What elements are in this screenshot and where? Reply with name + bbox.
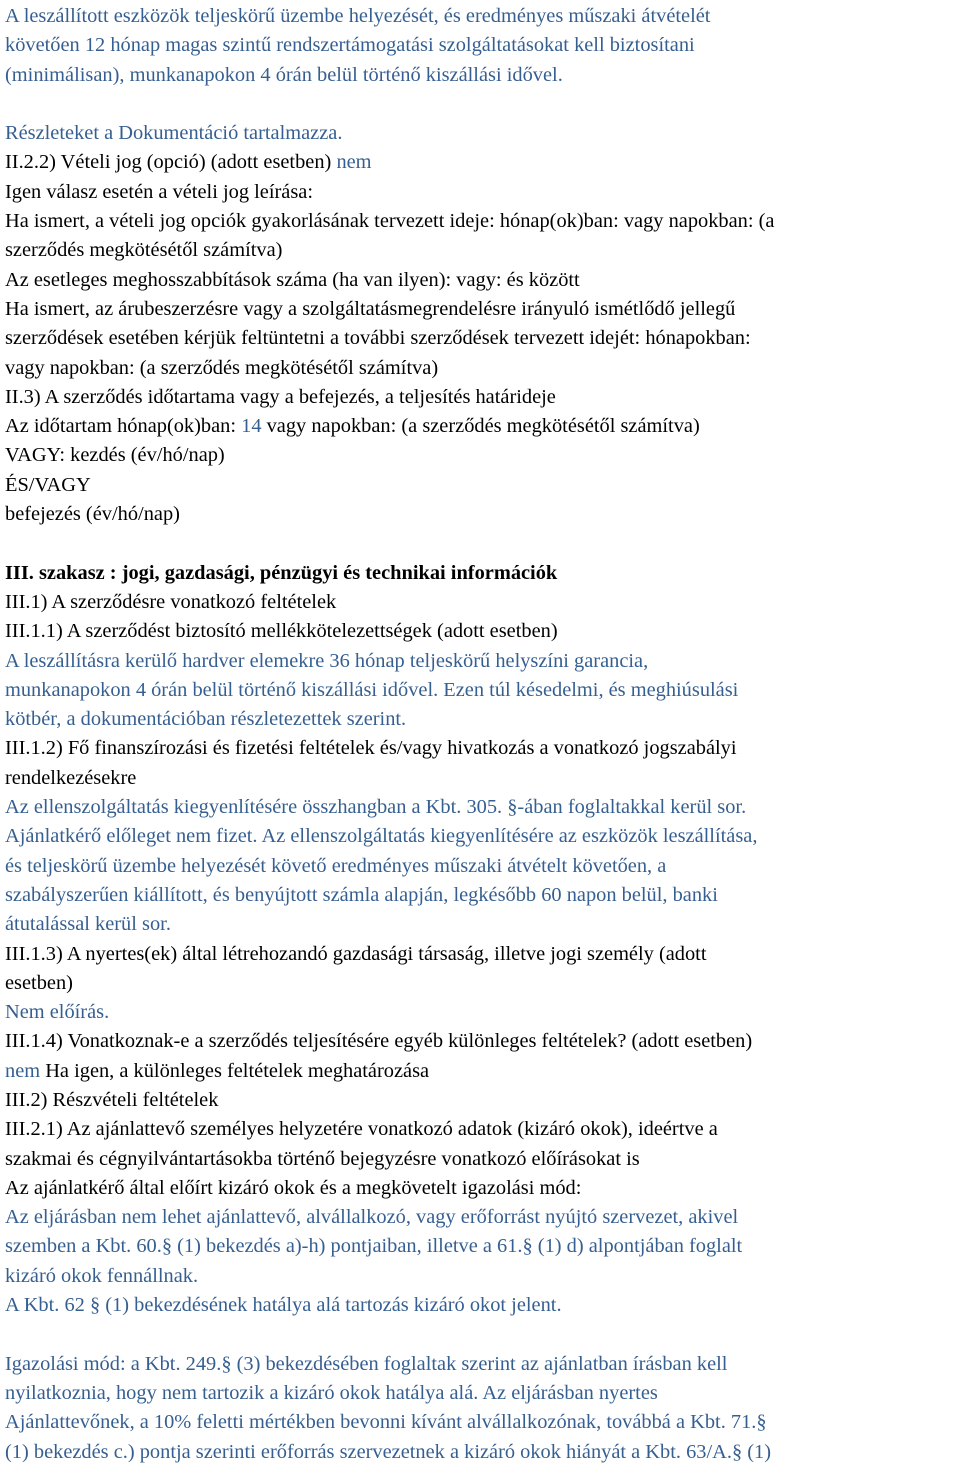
text-segment: esetben) bbox=[5, 971, 73, 994]
highlighted-text: Ajánlatkérő előleget nem fizet. Az ellenszolgáltatás kiegyenlítésére az eszközök leszállítása, bbox=[5, 825, 758, 848]
text-line bbox=[5, 266, 956, 295]
text-line bbox=[5, 236, 956, 265]
text-line bbox=[5, 617, 956, 646]
text-line bbox=[5, 31, 956, 60]
highlighted-text: (1) bekezdés c.) pontja szerinti erőforrás szervezetnek a kizáró okok hiányát a Kbt. 63/A.§ (1) bbox=[5, 1440, 772, 1463]
text-line bbox=[5, 1057, 956, 1086]
text-line bbox=[5, 178, 956, 207]
text-line bbox=[5, 969, 956, 998]
text-segment: vagy napokban: (a szerződés megkötésétől számítva) bbox=[261, 415, 700, 438]
text-line bbox=[5, 295, 956, 324]
text-segment: III. szakasz : jogi, gazdasági, pénzügyi és technikai információk bbox=[5, 561, 558, 584]
highlighted-text: nem bbox=[5, 1059, 41, 1082]
text-segment: rendelkezésekre bbox=[5, 766, 137, 789]
highlighted-text: Az eljárásban nem lehet ajánlattevő, alvállalkozó, vagy erőforrást nyújtó szervezet, akivel bbox=[5, 1206, 739, 1229]
text-line bbox=[5, 1291, 956, 1320]
highlighted-text: (minimálisan), munkanapokon 4 órán belül történő kiszállási idővel. bbox=[5, 63, 563, 86]
highlighted-text: nem bbox=[336, 151, 372, 174]
text-line bbox=[5, 734, 956, 763]
text-segment: Ha ismert, a vételi jog opciók gyakorlásának tervezett ideje: hónap(ok)ban: vagy napokban: (a bbox=[5, 210, 775, 233]
highlighted-text: munkanapokon 4 órán belül történő kiszállási idővel. Ezen túl késedelmi, és meghiúsulási bbox=[5, 678, 739, 701]
text-segment: szakmai és cégnyilvántartásokba történő bejegyzésre vonatkozó előírásokat is bbox=[5, 1147, 640, 1170]
text-segment: Az esetleges meghosszabbítások száma (ha van ilyen): vagy: és között bbox=[5, 268, 580, 291]
highlighted-text: és teljeskörű üzembe helyezését követő eredményes műszaki átvételt követően, a bbox=[5, 854, 667, 877]
text-segment: vagy napokban: (a szerződés megkötésétől számítva) bbox=[5, 356, 439, 379]
text-line bbox=[5, 119, 956, 148]
text-line bbox=[5, 1350, 956, 1379]
text-segment: Ha ismert, az árubeszerzésre vagy a szolgáltatásmegrendelésre irányuló ismétlődő jellegű bbox=[5, 297, 736, 320]
text-line bbox=[5, 910, 956, 939]
highlighted-text: A leszállított eszközök teljeskörű üzembe helyezését, és eredményes műszaki átvételét bbox=[5, 5, 711, 27]
text-segment: II.3) A szerződés időtartama vagy a befejezés, a teljesítés határideje bbox=[5, 385, 556, 408]
text-segment: III.1.3) A nyertes(ek) által létrehozandó gazdasági társaság, illetve jogi személy (adott bbox=[5, 942, 707, 965]
text-line bbox=[5, 1438, 956, 1467]
text-line bbox=[5, 1145, 956, 1174]
highlighted-text: kötbér, a dokumentációban részletezettek szerint. bbox=[5, 708, 407, 731]
highlighted-text: 14 bbox=[241, 415, 262, 438]
text-segment: szerződések esetében kérjük feltüntetni a további szerződések tervezett idejét: hónapokban: bbox=[5, 327, 751, 350]
text-line bbox=[5, 1115, 956, 1144]
text-segment: III.1) A szerződésre vonatkozó feltételek bbox=[5, 590, 337, 613]
highlighted-text: követően 12 hónap magas szintű rendszertámogatási szolgáltatásokat kell biztosítani bbox=[5, 34, 695, 57]
text-line bbox=[5, 647, 956, 676]
text-line bbox=[5, 881, 956, 910]
text-segment: befejezés (év/hó/nap) bbox=[5, 503, 180, 526]
text-segment: III.1.1) A szerződést biztosító mellékkötelezettségek (adott esetben) bbox=[5, 620, 558, 643]
text-line bbox=[5, 588, 956, 617]
text-line bbox=[5, 207, 956, 236]
text-line bbox=[5, 705, 956, 734]
text-segment: III.2.1) Az ajánlattevő személyes helyzetére vonatkozó adatok (kizáró okok), ideértve a bbox=[5, 1118, 718, 1141]
text-line bbox=[5, 1174, 956, 1203]
blank-line bbox=[5, 529, 956, 558]
highlighted-text: szabályszerűen kiállított, és benyújtott számla alapján, legkésőbb 60 napon belül, banki bbox=[5, 883, 718, 906]
text-line bbox=[5, 471, 956, 500]
text-segment: VAGY: kezdés (év/hó/nap) bbox=[5, 444, 225, 467]
text-line bbox=[5, 793, 956, 822]
text-line bbox=[5, 1262, 956, 1291]
text-line bbox=[5, 998, 956, 1027]
blank-line bbox=[5, 1320, 956, 1349]
text-line bbox=[5, 852, 956, 881]
text-segment: Igen válasz esetén a vételi jog leírása: bbox=[5, 180, 313, 203]
text-line bbox=[5, 940, 956, 969]
text-line bbox=[5, 1203, 956, 1232]
text-line bbox=[5, 148, 956, 177]
highlighted-text: Ajánlattevőnek, a 10% feletti mértékben bevonni kívánt alvállalkozónak, továbbá a Kbt. 71.§ bbox=[5, 1411, 767, 1434]
text-segment: Ha igen, a különleges feltételek meghatározása bbox=[40, 1059, 430, 1082]
text-line bbox=[5, 383, 956, 412]
text-line bbox=[5, 1232, 956, 1261]
text-line bbox=[5, 676, 956, 705]
text-line bbox=[5, 354, 956, 383]
highlighted-text: kizáró okok fennállnak. bbox=[5, 1264, 199, 1287]
highlighted-text: Igazolási mód: a Kbt. 249.§ (3) bekezdésében foglaltak szerint az ajánlatban írásban kell bbox=[5, 1352, 728, 1375]
text-line bbox=[5, 324, 956, 353]
text-line bbox=[5, 822, 956, 851]
highlighted-text: nyilatkoznia, hogy nem tartozik a kizáró okok hatálya alá. Az eljárásban nyertes bbox=[5, 1381, 658, 1404]
text-line bbox=[5, 559, 956, 588]
highlighted-text: A leszállításra kerülő hardver elemekre 36 hónap teljeskörű helyszíni garancia, bbox=[5, 649, 649, 672]
text-segment: III.1.2) Fő finanszírozási és fizetési feltételek és/vagy hivatkozás a vonatkozó jogszabályi bbox=[5, 737, 737, 760]
highlighted-text: Nem előírás. bbox=[5, 1001, 110, 1024]
highlighted-text: Részleteket a Dokumentáció tartalmazza. bbox=[5, 122, 343, 145]
text-segment: III.2) Részvételi feltételek bbox=[5, 1088, 219, 1111]
text-line bbox=[5, 61, 956, 90]
text-line bbox=[5, 500, 956, 529]
highlighted-text: Az ellenszolgáltatás kiegyenlítésére összhangban a Kbt. 305. §-ában foglaltakkal kerül sor. bbox=[5, 796, 747, 819]
highlighted-text: szemben a Kbt. 60.§ (1) bekezdés a)-h) pontjaiban, illetve a 61.§ (1) d) alpontjában foglalt bbox=[5, 1235, 743, 1258]
text-line bbox=[5, 441, 956, 470]
text-line bbox=[5, 412, 956, 441]
text-segment: II.2.2) Vételi jog (opció) (adott esetben) bbox=[5, 151, 337, 174]
blank-line bbox=[5, 90, 956, 119]
text-line bbox=[5, 1408, 956, 1437]
text-segment: szerződés megkötésétől számítva) bbox=[5, 239, 283, 262]
text-line bbox=[5, 1379, 956, 1408]
text-line bbox=[5, 1086, 956, 1115]
text-segment: ÉS/VAGY bbox=[5, 473, 91, 496]
highlighted-text: átutalással kerül sor. bbox=[5, 913, 171, 936]
text-segment: III.1.4) Vonatkoznak-e a szerződés teljesítésére egyéb különleges feltételek? (adott esetben) bbox=[5, 1030, 753, 1053]
text-line bbox=[5, 2, 956, 31]
text-line bbox=[5, 1027, 956, 1056]
text-segment: Az ajánlatkérő által előírt kizáró okok és a megkövetelt igazolási mód: bbox=[5, 1176, 582, 1199]
text-segment: Az időtartam hónap(ok)ban: bbox=[5, 415, 242, 438]
highlighted-text: A Kbt. 62 § (1) bekezdésének hatálya alá tartozás kizáró okot jelent. bbox=[5, 1294, 562, 1317]
text-line bbox=[5, 764, 956, 793]
